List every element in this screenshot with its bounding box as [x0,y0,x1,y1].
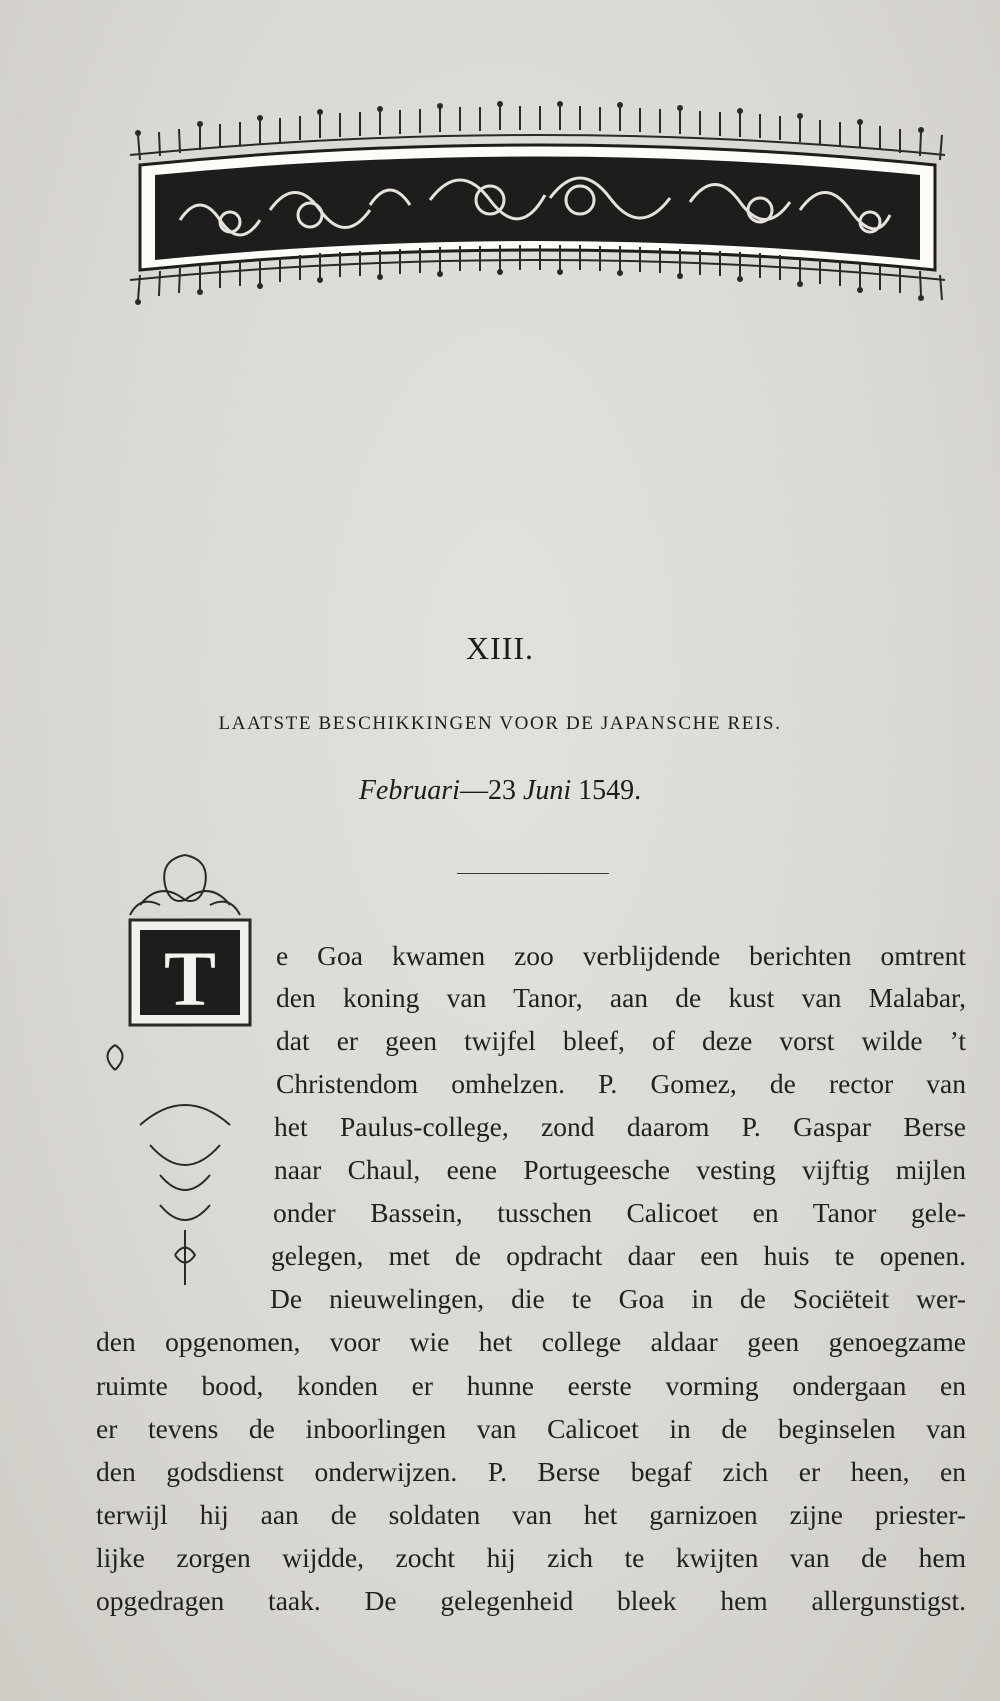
text-line: lijke zorgen wijdde, zocht hij zich te kwijten van de hem [96,1542,966,1573]
date-start: Februari [358,775,460,806]
text-line: den koning van Tanor, aan de kust van Malabar, [276,982,966,1013]
text-line: gelegen, met de opdracht daar een huis te openen. [271,1240,966,1271]
text-line: De nieuwelingen, die te Goa in de Sociëteit wer- [270,1283,966,1314]
drop-cap-letter: T [163,935,217,1022]
chapter-title: LAATSTE BESCHIKKINGEN VOOR DE JAPANSCHE REIS. [218,713,782,734]
date-month: Juni [522,775,572,806]
text-line: terwijl hij aan de soldaten van het garnizoen zijne priester- [96,1499,966,1530]
date-year: 1549. [578,775,642,806]
date-separator: — [459,775,488,806]
date-number: 23 [487,775,516,806]
text-line: opgedragen taak. De gelegenheid bleek hem allergunstigst. [96,1585,966,1616]
text-line: e Goa kwamen zoo verblijdende berichten omtrent [276,940,966,971]
text-line: dat er geen twijfel bleef, of deze vorst wilde ’t [276,1025,966,1056]
text-line: ruimte bood, konden er hunne eerste vorming ondergaan en [96,1370,966,1401]
text-line: het Paulus-college, zond daarom P. Gaspar Berse [274,1111,966,1142]
text-line: den opgenomen, voor wie het college aldaar geen genoegzame [96,1326,966,1357]
text-line: onder Bassein, tusschen Calicoet en Tanor gele- [273,1197,966,1228]
chapter-number: XIII. [465,630,535,666]
text-line: er tevens de inboorlingen van Calicoet in de beginselen van [96,1413,966,1444]
text-line: den godsdienst onderwijzen. P. Berse begaf zich er heen, en [96,1456,966,1487]
text-line: Christendom omhelzen. P. Gomez, de rector van [276,1068,966,1099]
text-line: naar Chaul, eene Portugeesche vesting vijftig mijlen [274,1154,966,1185]
